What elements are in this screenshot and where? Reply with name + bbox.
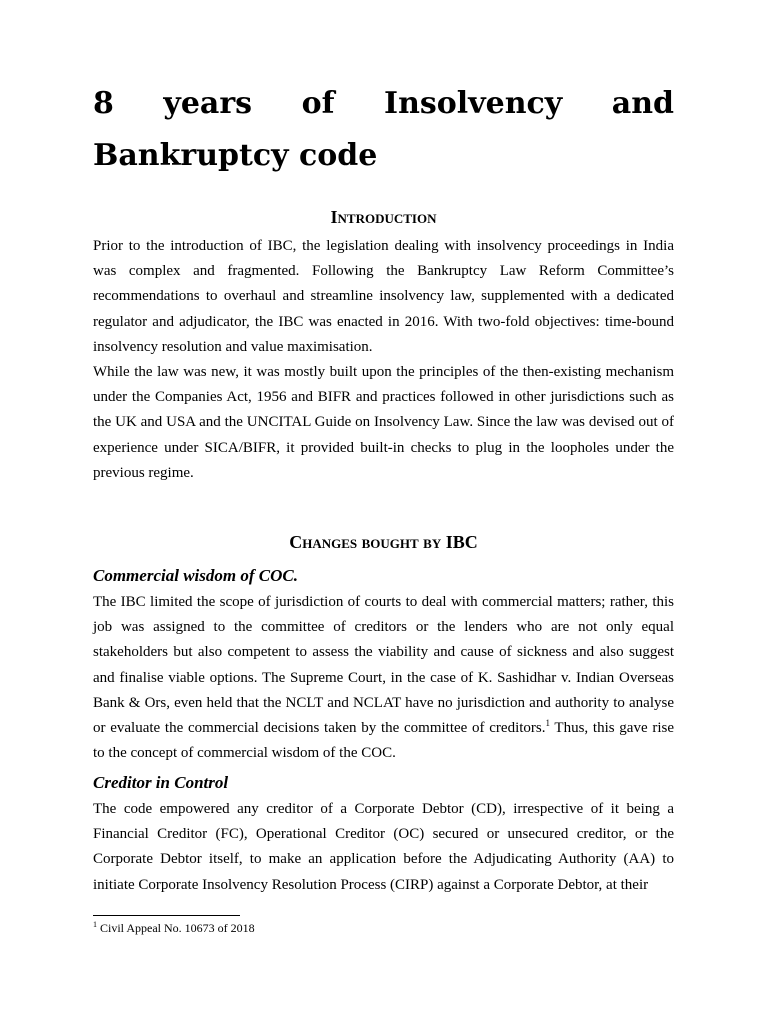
- title-word: years: [163, 86, 253, 121]
- footnote-marker: 1: [93, 920, 97, 929]
- introduction-paragraph-1: Prior to the introduction of IBC, the legislation dealing with insolvency proceedings in India was complex and fragmented. Following the Bankruptcy Law Reform Committee’s recommendations to overhaul and streamline insolvency law, supplemented with a dedicated regulator and adjudicator, the IBC was enacted in 2016. With two-fold objectives: time-bound insolvency resolution and value maximisation.: [93, 238, 674, 355]
- title-word: 8: [93, 86, 114, 121]
- footnote-reference[interactable]: 1: [545, 718, 550, 729]
- creditor-in-control-heading: Creditor in Control: [93, 773, 229, 792]
- paragraph-text: The IBC limited the scope of jurisdiction of courts to deal with commercial matters; rather, this job was assigned to the committee of creditors or the lenders who are not only equal stakeholders but also competent to assess the viability and cause of sickness and also suggest and finalise viable options. The Supreme Court, in the case of K. Sashidhar v. Indian Overseas Bank & Ors, even held that the NCLT and NCLAT have no jurisdiction and authority to analyse or evaluate the commercial decisions taken by the committee of creditors.: [93, 594, 674, 737]
- title-word: of: [301, 86, 335, 121]
- document-title-line-1: [93, 84, 674, 124]
- footnote: [93, 920, 255, 936]
- footnote-separator: [93, 915, 240, 916]
- introduction-heading: Introduction: [330, 207, 437, 227]
- introduction-paragraph-2: While the law was new, it was mostly built upon the principles of the then-existing mechanism under the Companies Act, 1956 and BIFR and practices followed in other jurisdictions such as the UK and USA and the UNCITAL Guide on Insolvency Law. Since the law was devised out of experience under SICA/BIFR, it provided built-in checks to plug in the loopholes under the previous regime.: [93, 364, 674, 481]
- commercial-wisdom-heading: Commercial wisdom of COC.: [93, 566, 298, 585]
- document-title-line-2: Bankruptcy code: [93, 138, 378, 173]
- paragraph-text-tail: Thus, this gave rise to the concept of commercial wisdom of the COC.: [93, 720, 675, 762]
- title-word: and: [611, 86, 674, 121]
- changes-heading: Changes bought by IBC: [289, 532, 478, 552]
- footnote-text: Civil Appeal No. 10673 of 2018: [97, 921, 255, 935]
- title-word: Insolvency: [384, 86, 563, 121]
- commercial-wisdom-paragraph: [93, 590, 674, 766]
- creditor-in-control-paragraph: The code empowered any creditor of a Corporate Debtor (CD), irrespective of it being a Financial Creditor (FC), Operational Creditor (OC) secured or unsecured creditor, or the Corporate Debtor itself, to make an application before the Adjudicating Authority (AA) to initiate Corporate Insolvency Resolution Process (CIRP) against a Corporate Debtor, at their: [93, 801, 674, 893]
